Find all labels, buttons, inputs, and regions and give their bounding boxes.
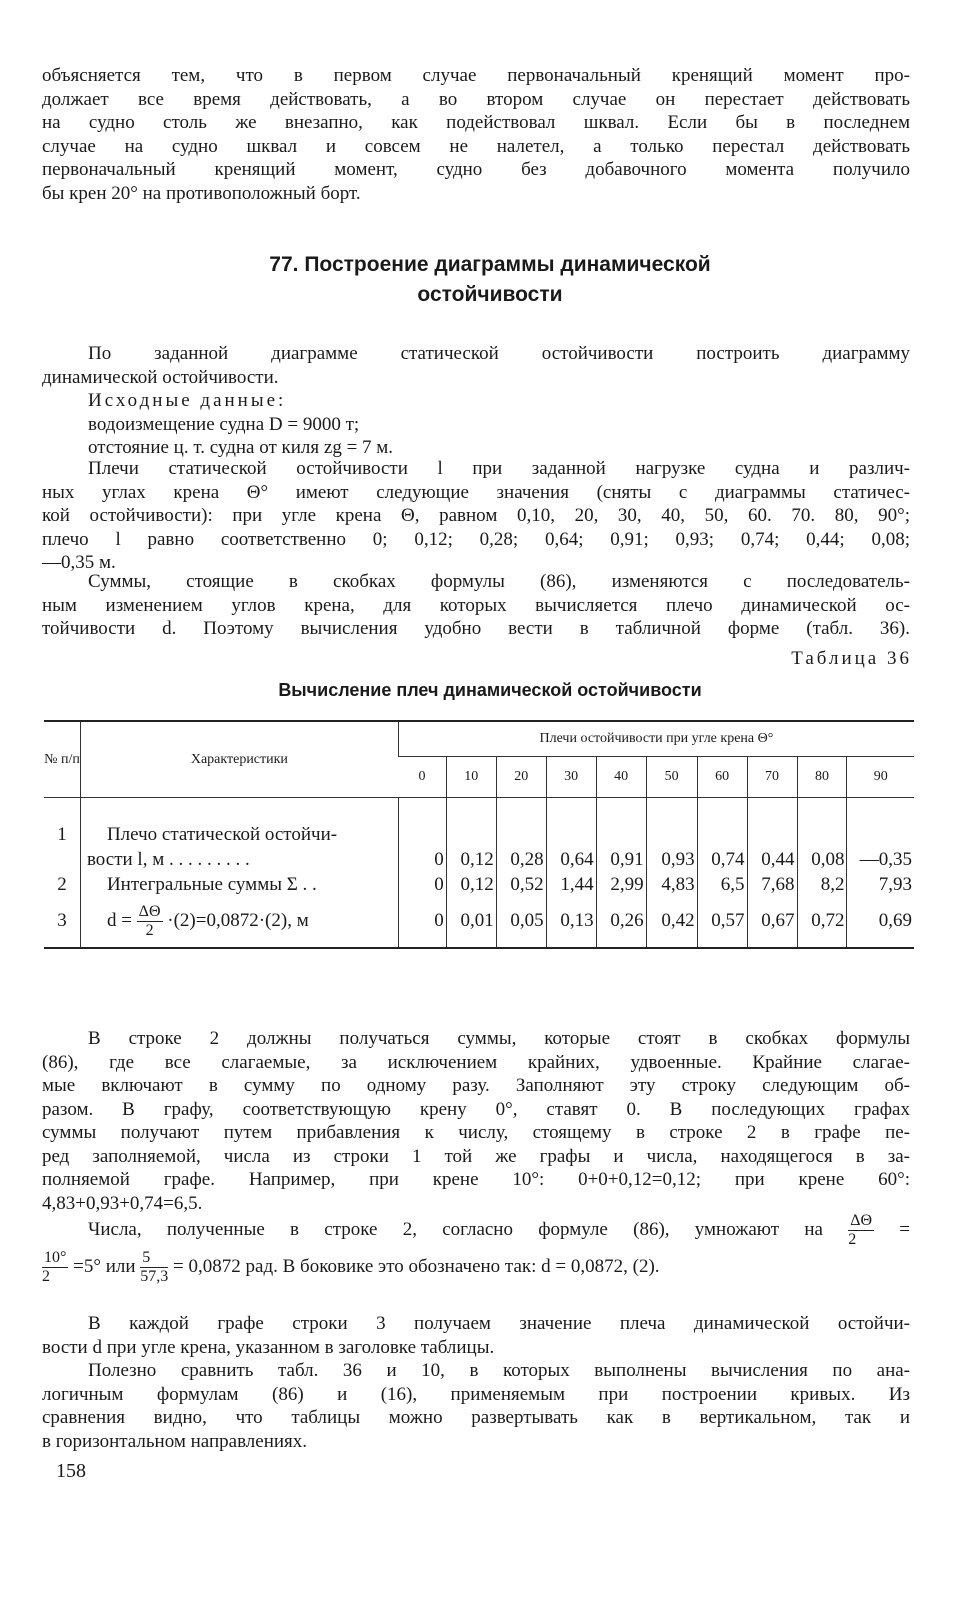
cell-value: 0,08	[811, 849, 845, 870]
angle-header: 50	[646, 757, 697, 798]
multiply-line-2	[42, 1249, 910, 1286]
col-header-group: Плечи остойчивости при угле крена Θ°	[398, 721, 914, 757]
section-title-line1: 77. Построение диаграммы динамической	[269, 253, 711, 276]
cell-value: 0,13	[560, 910, 594, 931]
angle-column	[646, 798, 697, 948]
angle-column	[546, 798, 596, 948]
table-title: Вычисление плеч динамической остойчивости	[278, 680, 702, 700]
task-paragraph	[42, 342, 910, 460]
text-line: По заданной диаграмме статической остойчивости построить диаграмму	[88, 343, 910, 364]
angle-column	[697, 798, 747, 948]
table-number: Таблица 36	[791, 648, 912, 669]
section-heading	[0, 250, 980, 310]
delta-theta-fraction	[848, 1212, 874, 1249]
text-line: случае на судно шквал и совсем не налетел, а только перестал действовать	[42, 135, 910, 157]
angle-header: 40	[596, 757, 646, 798]
fraction-numerator: ΔΘ	[850, 1212, 873, 1230]
cell-value: 0,26	[610, 910, 644, 931]
section-title-line2: остойчивости	[417, 283, 563, 306]
arms-paragraph	[42, 457, 910, 575]
text-line: тойчивости d. Поэтому вычисления удобно вести в табличной форме (табл. 36).	[42, 618, 910, 639]
row3-label	[87, 897, 398, 945]
cell-value: 0,28	[510, 849, 544, 870]
angle-column	[596, 798, 646, 948]
intro-paragraph	[42, 64, 910, 205]
text-line: на судно столь же внезапно, как подействовал шквал. Если бы в последнем	[42, 112, 910, 133]
page-number: 158	[56, 1460, 86, 1482]
delta-theta-fraction	[137, 903, 163, 940]
text-line: Плечи статической остойчивости l при заданной нагрузке судна и различ-	[88, 458, 910, 479]
angle-column	[847, 798, 914, 948]
text-line: В каждой графе строки 3 получаем значение плеча динамической остойчи-	[88, 1313, 910, 1334]
text-line: мые включают в сумму по одному разу. Заполняют эту строку следующим об-	[42, 1075, 910, 1096]
text-line: суммы получают путем прибавления к числу, стоящему в строке 2 в графе пе-	[42, 1122, 910, 1143]
fraction-numerator: 10°	[44, 1249, 67, 1267]
text-line: вости d при угле крена, указанном в заголовке таблицы.	[42, 1336, 495, 1358]
row-number: 1	[57, 824, 67, 845]
row1-label-a: Плечо статической остойчи-	[106, 824, 338, 845]
cell-value: 0,91	[610, 849, 644, 870]
text-line: ным изменением углов крена, для которых вычисляется плечо динамической ос-	[42, 594, 910, 616]
text-line: В строке 2 должны получаться суммы, которые стоят в скобках формулы	[88, 1028, 910, 1049]
angle-header: 90	[847, 757, 914, 798]
text-line: сравнения видно, что таблицы можно развертывать как в вертикальном, так и	[42, 1407, 910, 1428]
cell-value: 0,69	[878, 910, 912, 931]
cell-value: 0	[434, 910, 444, 931]
cell-value: 7,93	[878, 874, 912, 895]
multiply-line-1	[42, 1212, 910, 1249]
cell-value: 0	[434, 849, 444, 870]
text-line: 4,83+0,93+0,74=6,5.	[42, 1192, 203, 1214]
fraction-denominator: 57,3	[140, 1268, 169, 1286]
angle-header: 60	[697, 757, 747, 798]
cell-value: 0,67	[761, 910, 795, 931]
multiply-tail-text: = 0,0872 рад. В боковике это обозначено так: d = 0,0872, (2).	[173, 1256, 660, 1278]
angle-header: 80	[797, 757, 847, 798]
fraction-numerator: ΔΘ	[138, 903, 161, 921]
fraction-numerator: 5	[140, 1249, 168, 1268]
cell-value: 0,42	[661, 910, 695, 931]
compare-paragraph	[42, 1359, 910, 1453]
text-line: (86), где все слагаемые, за исключением крайних, удвоенные. Крайние слагае-	[42, 1051, 910, 1073]
text-line: ред заполняемой, числа из строки 1 той же графы и числа, находящегося в за-	[42, 1145, 910, 1167]
row2-label: Интегральные суммы Σ . .	[106, 874, 317, 895]
multiply-paragraph	[42, 1212, 910, 1286]
sums-paragraph	[42, 570, 910, 641]
text-line: —0,35 м.	[42, 552, 116, 573]
row-number: 3	[57, 910, 67, 931]
fraction-denominator: 2	[42, 1268, 50, 1286]
angle-column	[747, 798, 797, 948]
angle-column	[496, 798, 546, 948]
cell-value: 0,64	[560, 849, 594, 870]
text-line: Полезно сравнить табл. 36 и 10, в которых выполнены вычисления по ана-	[88, 1360, 910, 1381]
angle-header: 0	[398, 757, 446, 798]
cell-value: 6,5	[720, 874, 745, 895]
ten-degrees-fraction	[42, 1249, 68, 1286]
row-numbers-cell	[44, 798, 80, 948]
col-header-number: № п/п	[44, 721, 80, 798]
row3-paragraph	[42, 1312, 910, 1359]
angle-header: 10	[446, 757, 496, 798]
text-line: в горизонтальном направлениях.	[42, 1430, 308, 1452]
radian-fraction	[140, 1249, 168, 1286]
text-line: Суммы, стоящие в скобках формулы (86), изменяются с последователь-	[88, 571, 910, 592]
text-line: первоначальный кренящий момент, судно без добавочного момента получило	[42, 159, 910, 180]
row3-suffix: ·(2)=0,0872·(2), м	[167, 910, 309, 931]
cell-value: 0,44	[761, 849, 795, 870]
cell-value: 0,12	[460, 849, 494, 870]
angle-header: 30	[546, 757, 596, 798]
cell-value: 8,2	[820, 874, 845, 895]
cell-value: 1,44	[560, 874, 594, 895]
cell-value: 0,05	[510, 910, 544, 931]
text-line: должает все время действовать, а во втором случае он перестает действовать	[42, 88, 910, 110]
given-label: Исходные данные:	[88, 390, 287, 411]
cell-value: 0,52	[510, 874, 544, 895]
fraction-denominator: 2	[848, 1231, 857, 1249]
angle-column	[446, 798, 496, 948]
text-line: ных углах крена Θ° имеют следующие значения (сняты с диаграммы статичес-	[42, 481, 910, 503]
text-line: отстояние ц. т. судна от киля zg = 7 м.	[88, 437, 394, 458]
angle-header: 70	[747, 757, 797, 798]
cell-value: 0,93	[661, 849, 695, 870]
text-line: логичным формулам (86) и (16), применяемым при построении кривых. Из	[42, 1383, 910, 1405]
fraction-denominator: 2	[145, 922, 154, 940]
equals-sign: =	[899, 1219, 911, 1240]
cell-value: 0,57	[711, 910, 745, 931]
row-number: 2	[57, 874, 67, 895]
cell-value: 0,74	[711, 849, 745, 870]
text-line: водоизмещение судна D = 9000 т;	[88, 413, 360, 435]
cell-value: 0	[434, 874, 444, 895]
cell-value: 4,83	[661, 874, 695, 895]
cell-value: 2,99	[610, 874, 644, 895]
row2-paragraph	[42, 1027, 910, 1215]
angle-column	[398, 798, 446, 948]
cell-value: —0,35	[859, 849, 912, 870]
text-line: кой остойчивости): при угле крена Θ, равном 0,10, 20, 30, 40, 50, 60. 70. 80, 90°;	[42, 505, 910, 526]
cell-value: 0,12	[460, 874, 494, 895]
calculation-table	[44, 720, 914, 949]
cell-value: 0,01	[460, 910, 494, 931]
cell-value: 0,72	[811, 910, 845, 931]
row3-prefix: d =	[106, 910, 132, 931]
multiply-text: Числа, полученные в строке 2, согласно формуле (86), умножают на	[88, 1219, 823, 1240]
text-line: плечо l равно соответственно 0; 0,12; 0,28; 0,64; 0,91; 0,93; 0,74; 0,44; 0,08;	[42, 528, 910, 550]
characteristics-cell	[80, 798, 398, 948]
text-line: полняемой графе. Например, при крене 10°: 0+0+0,12=0,12; при крене 60°:	[42, 1169, 910, 1190]
row1-label-b: вости l, м . . . . . . . . .	[86, 849, 250, 870]
angle-column	[797, 798, 847, 948]
text-line: динамической остойчивости.	[42, 366, 279, 388]
angle-header: 20	[496, 757, 546, 798]
col-header-characteristics: Характеристики	[80, 721, 398, 798]
text-line: бы крен 20° на противоположный борт.	[42, 182, 361, 204]
text-line: объясняется тем, что в первом случае первоначальный кренящий момент про-	[42, 65, 910, 86]
cell-value: 7,68	[761, 874, 795, 895]
text-line: разом. В графу, соответствующую крену 0°, ставят 0. В последующих графах	[42, 1098, 910, 1120]
multiply-mid-text: =5° или	[73, 1256, 136, 1278]
